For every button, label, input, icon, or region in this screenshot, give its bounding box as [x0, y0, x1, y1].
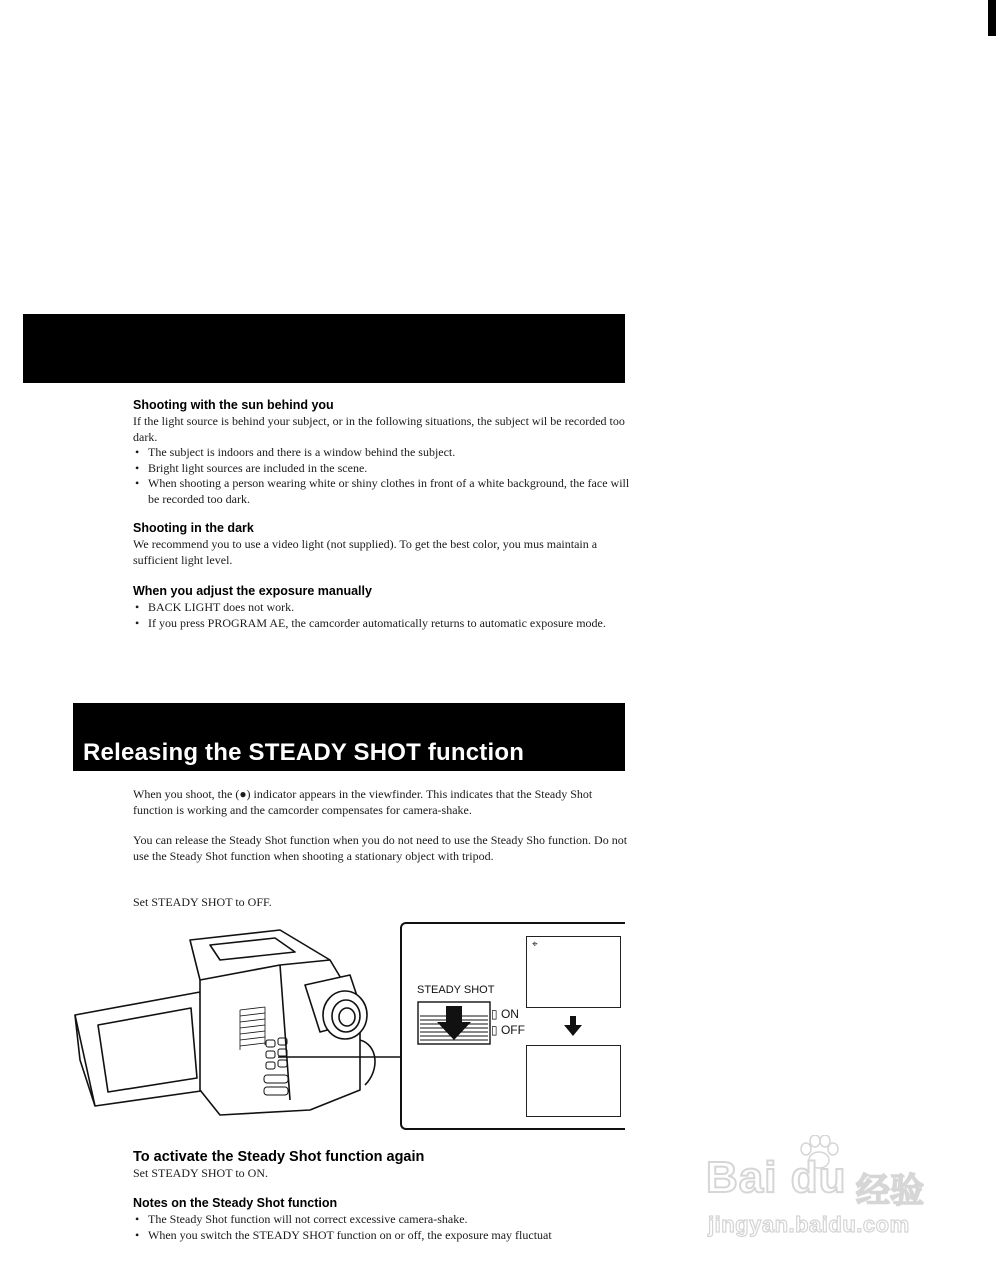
steady-shot-detail-panel	[400, 922, 625, 1130]
steady-shot-indicator-icon: ⌖	[532, 939, 538, 950]
list-item: • Bright light sources are included in the scene.	[133, 461, 633, 477]
list-item: • The subject is indoors and there is a window behind the subject.	[133, 445, 633, 461]
page-title: Releasing the STEADY SHOT function	[83, 739, 525, 766]
steady-shot-switch-label: STEADY SHOT	[417, 984, 495, 996]
list-item: • BACK LIGHT does not work.	[133, 600, 633, 616]
sun-behind-list	[133, 445, 633, 507]
section-sun-behind	[133, 398, 633, 507]
notes-heading: Notes on the Steady Shot function	[133, 1196, 338, 1210]
down-arrow-icon	[564, 1016, 582, 1036]
watermark-brand: Bai du	[706, 1153, 847, 1202]
exposure-list	[133, 600, 633, 631]
section-header-bar	[23, 314, 625, 383]
steady-shot-title-bar	[73, 703, 625, 771]
steady-shot-instruction-block	[133, 895, 633, 911]
watermark-url: jingyan.baidu.com	[708, 1212, 910, 1237]
list-item: • When you switch the STEADY SHOT function on or off, the exposure may fluctuat	[133, 1228, 633, 1244]
section-activate	[133, 1149, 633, 1182]
section-notes	[133, 1196, 633, 1243]
switch-on-label: ▯ ON	[491, 1007, 519, 1021]
dark-text: We recommend you to use a video light (not supplied). To get the best color, you mus maintain a sufficient light level.	[133, 537, 598, 567]
switch-off-label: ▯ OFF	[491, 1023, 525, 1037]
exposure-heading: When you adjust the exposure manually	[133, 584, 372, 598]
steady-shot-intro	[133, 787, 628, 818]
steady-shot-instruction: Set STEADY SHOT to OFF.	[133, 895, 272, 909]
list-item: • When shooting a person wearing white or shiny clothes in front of a white background, the face will be recorded too dark.	[133, 476, 633, 507]
steady-shot-release	[133, 833, 628, 864]
section-dark	[133, 521, 633, 568]
watermark-cn: 经验	[856, 1171, 924, 1211]
notes-list	[133, 1212, 633, 1243]
page-edge-mark	[988, 0, 996, 36]
activate-text: Set STEADY SHOT to ON.	[133, 1166, 269, 1180]
camcorder-illustration	[60, 920, 405, 1130]
steady-shot-para2: You can release the Steady Shot function when you do not need to use the Steady Sho function. Do not use the Steady Shot function when shooting a stationary object with tripod.	[133, 833, 628, 863]
list-item: • The Steady Shot function will not correct excessive camera-shake.	[133, 1212, 633, 1228]
list-item: • If you press PROGRAM AE, the camcorder automatically returns to automatic exposure mode.	[133, 616, 633, 632]
sun-behind-heading: Shooting with the sun behind you	[133, 398, 334, 412]
steady-shot-switch	[417, 1000, 492, 1046]
baidu-watermark	[706, 1135, 938, 1250]
sun-behind-intro: If the light source is behind your subject, or in the following situations, the subject wil be recorded too dark.	[133, 414, 625, 444]
activate-heading: To activate the Steady Shot function again	[133, 1149, 425, 1165]
section-exposure	[133, 584, 633, 631]
steady-shot-para1: When you shoot, the (●) indicator appears in the viewfinder. This indicates that the Steady Shot function is working and the camcorder compensates for camera-shake.	[133, 787, 593, 817]
viewfinder-on	[526, 936, 621, 1008]
viewfinder-off	[526, 1045, 621, 1117]
dark-heading: Shooting in the dark	[133, 521, 254, 535]
